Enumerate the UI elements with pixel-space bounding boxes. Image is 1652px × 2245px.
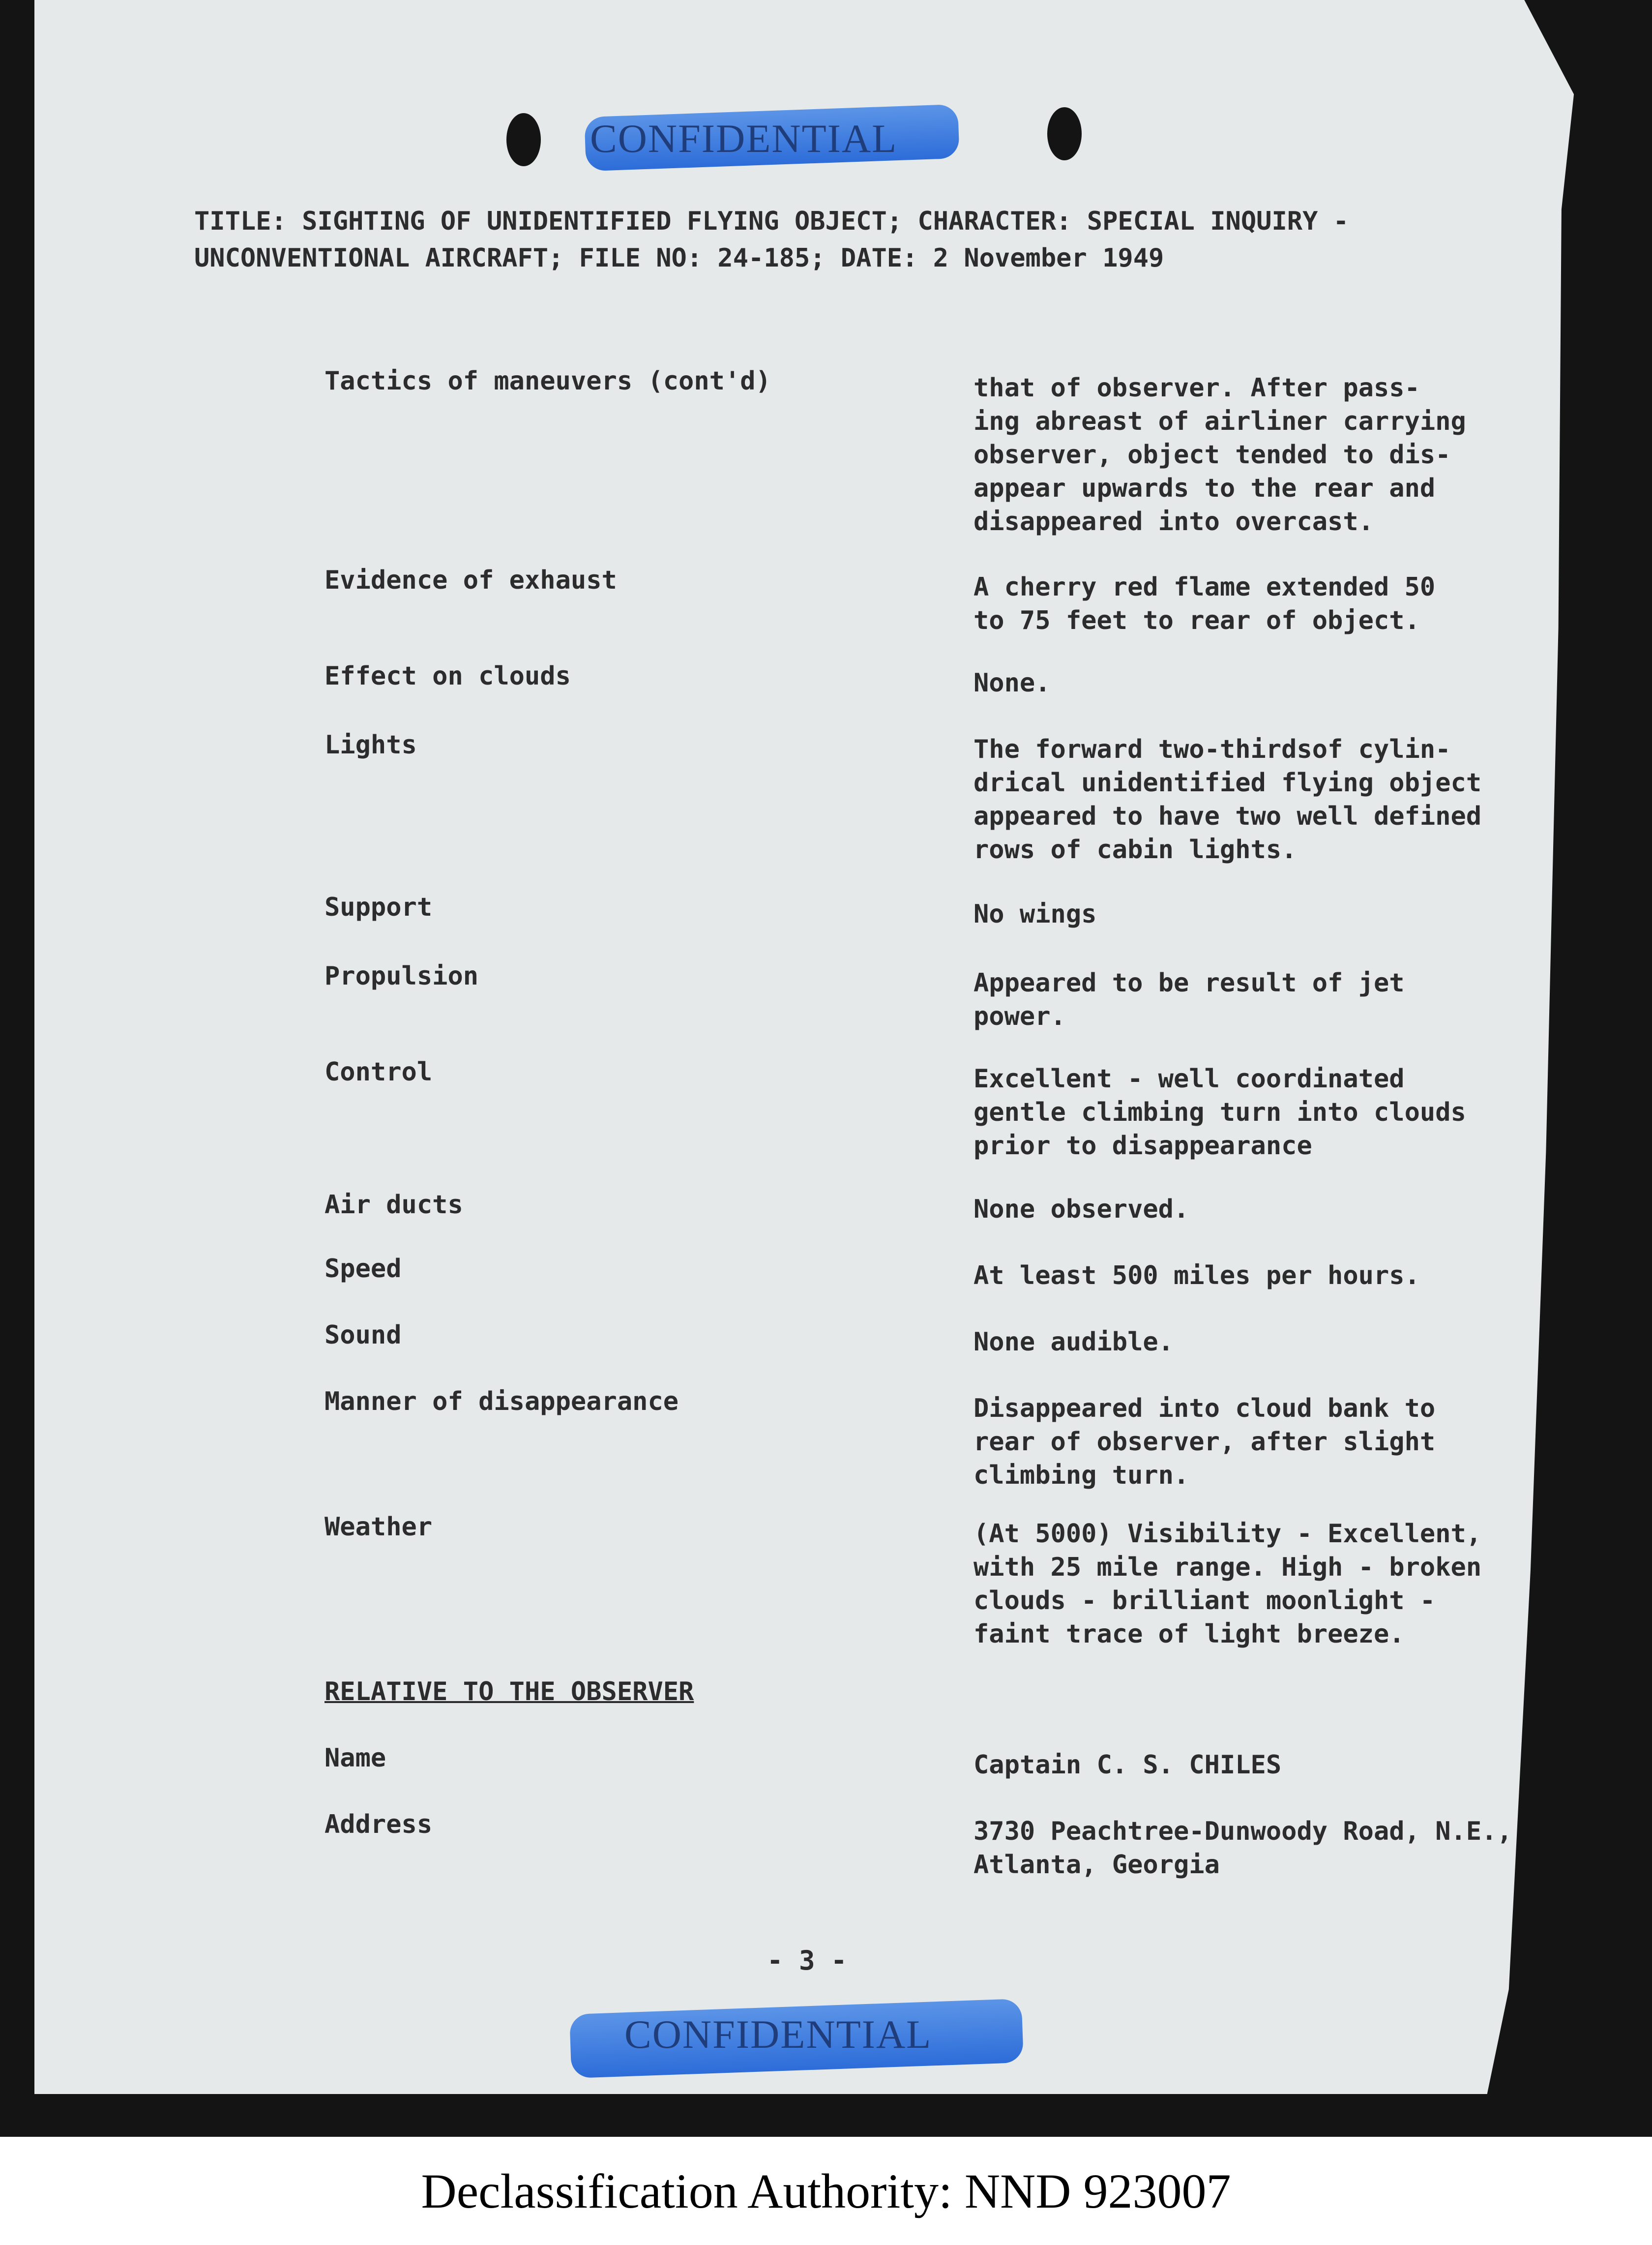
label-propulsion: Propulsion	[324, 961, 479, 991]
label-speed: Speed	[324, 1254, 402, 1284]
label-address: Address	[324, 1810, 433, 1839]
value-disappearance: Disappeared into cloud bank to rear of observer, after slight climbing turn.	[974, 1394, 1436, 1490]
value-support: No wings	[974, 899, 1097, 929]
section-heading-observer: RELATIVE TO THE OBSERVER	[324, 1677, 694, 1706]
binder-hole-right	[1047, 107, 1082, 160]
label-exhaust: Evidence of exhaust	[324, 566, 617, 595]
label-control: Control	[324, 1057, 433, 1087]
value-propulsion: Appeared to be result of jet power.	[974, 968, 1405, 1031]
document-title-line-1: TITLE: SIGHTING OF UNIDENTIFIED FLYING OBJECT; CHARACTER: SPECIAL INQUIRY -	[194, 207, 1349, 236]
value-address: 3730 Peachtree-Dunwoody Road, N.E., Atlanta, Georgia	[974, 1817, 1512, 1880]
value-clouds: None.	[974, 668, 1051, 698]
value-control: Excellent - well coordinated gentle climbing turn into clouds prior to disappearance	[974, 1064, 1466, 1161]
document-title-line-2: UNCONVENTIONAL AIRCRAFT; FILE NO: 24-185; DATE: 2 November 1949	[194, 243, 1164, 273]
label-disappearance: Manner of disappearance	[324, 1387, 679, 1416]
declassification-footer	[0, 2137, 1652, 2245]
label-support: Support	[324, 893, 433, 922]
label-clouds: Effect on clouds	[324, 661, 571, 691]
value-tactics: that of observer. After pass- ing abreast of airliner carrying observer, object tended to dis- appear upwards to the rear and disappeared into overcast.	[974, 373, 1466, 537]
value-air-ducts: None observed.	[974, 1195, 1189, 1224]
label-weather: Weather	[324, 1512, 433, 1542]
value-lights: The forward two-thirdsof cylin- drical unidentified flying object appeared to have two well defined rows of cabin lights.	[974, 735, 1482, 865]
value-weather: (At 5000) Visibility - Excellent, with 25 mile range. High - broken clouds - brilliant moonlight - faint trace of light breeze.	[974, 1519, 1482, 1649]
page-number: - 3 -	[767, 1945, 847, 1976]
value-name: Captain C. S. CHILES	[974, 1750, 1282, 1780]
label-sound: Sound	[324, 1320, 402, 1350]
binder-hole-left	[506, 113, 541, 166]
declassification-authority-text: Declassification Authority: NND 923007	[421, 2163, 1231, 2218]
value-sound: None audible.	[974, 1327, 1174, 1357]
confidential-stamp-bottom: CONFIDENTIAL	[624, 2012, 932, 2057]
label-tactics: Tactics of maneuvers (cont'd)	[324, 366, 771, 396]
label-lights: Lights	[324, 730, 417, 760]
label-name: Name	[324, 1743, 386, 1773]
confidential-stamp-top: CONFIDENTIAL	[590, 116, 898, 161]
value-exhaust: A cherry red flame extended 50 to 75 feet to rear of object.	[974, 572, 1436, 635]
label-air-ducts: Air ducts	[324, 1190, 463, 1220]
value-speed: At least 500 miles per hours.	[974, 1261, 1420, 1290]
